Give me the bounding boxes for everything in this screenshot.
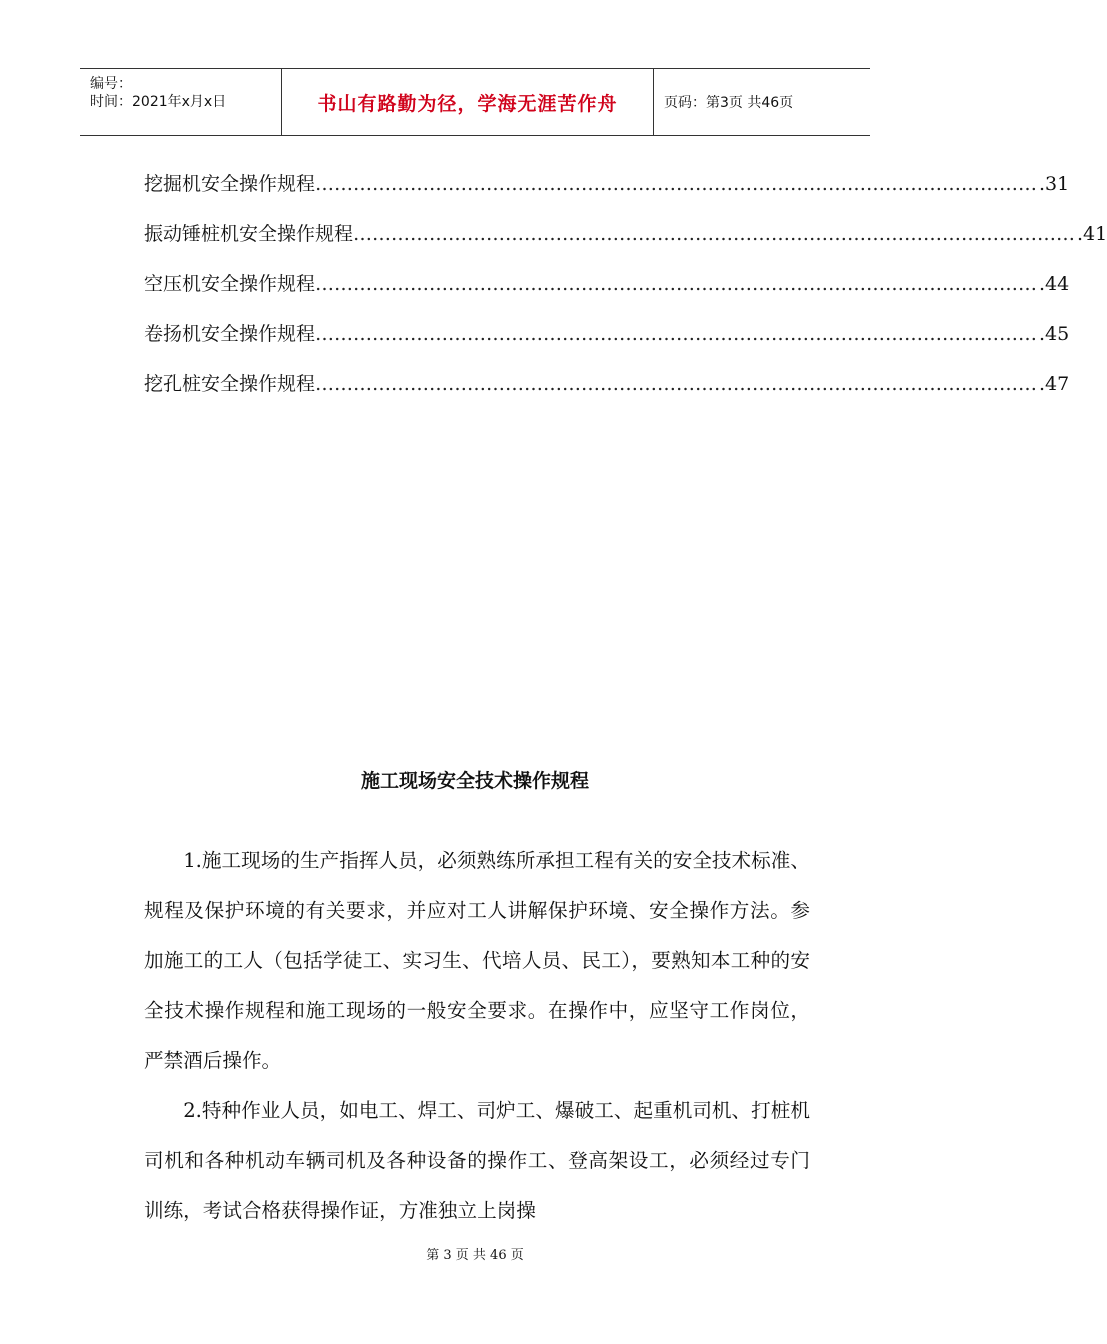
toc-entry-page: .44 (1039, 273, 1070, 295)
toc-entry[interactable] (144, 270, 1070, 320)
toc-entry[interactable] (144, 320, 1070, 370)
document-date-label: 时间：2021年x月x日 (90, 94, 227, 110)
toc-entry-page: .41 (1077, 223, 1107, 245)
body-text (144, 836, 810, 1236)
section-title: 施工现场安全技术操作规程 (360, 770, 589, 792)
toc-entry[interactable] (144, 220, 1107, 270)
body-paragraph: 1.施工现场的生产指挥人员，必须熟练所承担工程有关的安全技术标准、规程及保护环境的有关要求，并应对工人讲解保护环境、安全操作方法。参加施工的工人（包括学徒工、实习生、代培人员、民工），要熟知本工种的安全技术操作规程和施工现场的一般安全要求。在操作中，应坚守工作岗位，严禁酒后操作。 (144, 849, 810, 1072)
page-footer: 第 3 页 共 46 页 (426, 1248, 524, 1263)
toc-entry-page: .45 (1039, 323, 1070, 345)
toc-entry-title: 空压机安全操作规程 (144, 273, 316, 295)
toc-entry-page: .31 (1039, 173, 1070, 195)
toc-leader-dots: …………………………………………………………………………………………………… (315, 273, 1038, 295)
header-motto: 书山有路勤为径，学海无涯苦作舟 (317, 92, 618, 115)
toc-entry-page: .47 (1039, 373, 1070, 395)
header-page-cell (654, 69, 870, 135)
document-number-label: 编号： (90, 76, 132, 92)
toc-entry-title: 卷扬机安全操作规程 (144, 323, 316, 345)
header-page-info: 页码：第3页 共46页 (664, 95, 794, 111)
toc-leader-dots: …………………………………………………………………………………………………… (315, 173, 1038, 195)
table-of-contents (144, 170, 1107, 420)
toc-entry[interactable] (144, 170, 1070, 220)
toc-leader-dots: …………………………………………………………………………………………………… (353, 223, 1076, 245)
header-meta-cell (80, 69, 282, 135)
header-motto-cell (282, 69, 654, 135)
toc-leader-dots: …………………………………………………………………………………………………… (315, 373, 1038, 395)
toc-leader-dots: …………………………………………………………………………………………………… (315, 323, 1038, 345)
body-paragraph: 2.特种作业人员，如电工、焊工、司炉工、爆破工、起重机司机、打桩机司机和各种机动车辆司机及各种设备的操作工、登高架设工，必须经过专门训练，考试合格获得操作证，方准独立上岗操 (144, 1099, 810, 1222)
toc-entry-title: 振动锤桩机安全操作规程 (144, 223, 354, 245)
toc-entry-title: 挖掘机安全操作规程 (144, 173, 316, 195)
page-header (80, 68, 870, 136)
toc-entry-title: 挖孔桩安全操作规程 (144, 373, 316, 395)
toc-entry[interactable] (144, 370, 1070, 420)
